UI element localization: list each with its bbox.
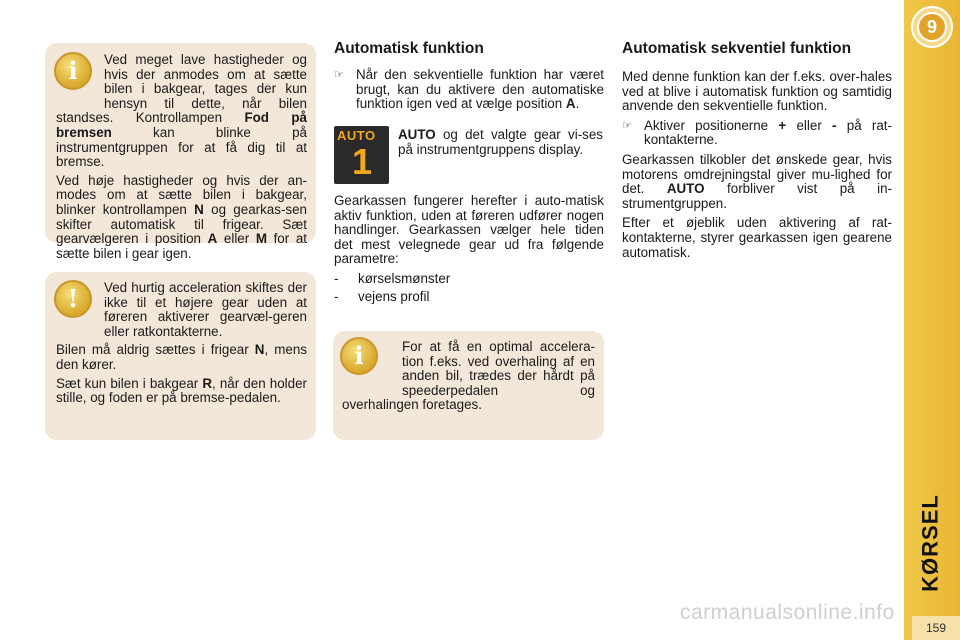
info-icon: i — [340, 337, 378, 375]
note-optimal-p1: For at få en optimal accelera-tion f.eks. ved overhaling af en anden bil, trædes der hårdt på speederpedalen og overhalingen foretages. — [342, 339, 595, 413]
sequential-p2: Gearkassen tilkobler det ønskede gear, hvis motorens omdrejningstal giver mu-lighed for det. AUTO forbliver vist på in-strumentgruppen. — [622, 151, 892, 211]
sequential-p1: Med denne funktion kan der f.eks. over-hales ved at blive i automatisk funktion og samtidig anvende den sekventielle funktion. — [622, 69, 892, 114]
note-acceleration — [45, 272, 316, 440]
note-acceleration-p2: Bilen må aldrig sættes i frigear N, mens den kører. — [56, 342, 307, 372]
page-number: 159 — [912, 616, 960, 640]
sequential-body — [622, 70, 892, 265]
info-icon: i — [54, 52, 92, 90]
sequential-p3: Efter et øjeblik uden aktivering af rat-kontakterne, styrer gearkassen igen gearene automatisk. — [622, 215, 892, 260]
heading-sequential: Automatisk sekventiel funktion — [622, 40, 852, 57]
chapter-title: KØRSEL — [917, 494, 943, 592]
automatic-body-text: Gearkassen fungerer herefter i auto-matisk aktiv funktion, uden at føreren udfører nogen handlinger. Gearkassen vælger hele tiden det mest velegnede gear ud fra følgende parametre: — [334, 193, 604, 267]
auto-display-gear: 1 — [352, 141, 373, 182]
heading-automatic: Automatisk funktion — [334, 40, 484, 57]
automatic-body — [334, 194, 604, 307]
note-acceleration-p1: Ved hurtig acceleration skiftes der ikke til et højere gear uden at føreren aktiverer gearvæl-geren eller ratkontakterne. — [104, 280, 307, 339]
note-low-speed-p1: Ved meget lave hastigheder og hvis der anmodes om at sætte bilen i bakgear, tages der kun hensyn til dette, når bilen standses. Kontrollampen Fod på bremsen kan blinke på instrumentgruppen for at få dig til at bremse. — [56, 52, 307, 170]
sequential-bullet: ☞ Aktiver positionerne + eller - på rat-kontakterne. — [622, 117, 892, 148]
list-item: - kørselsmønster — [334, 270, 451, 286]
note-acceleration-p3: Sæt kun bilen i bakgear R, når den holder stille, og foden er på bremse-pedalen. — [56, 375, 307, 406]
note-low-speed-p2: Ved høje hastigheder og hvis der an-modes om at sætte bilen i bakgear, blinker kontrollampen N og gearkas-sen skifter automatisk til frigear. Sæt gearvælgeren i position A eller M for at sætte bilen i gear igen. — [56, 172, 307, 261]
auto-display-word: AUTO — [337, 128, 376, 143]
chapter-badge — [911, 6, 953, 48]
warning-icon: ! — [54, 280, 92, 318]
hand-pointer-icon: ☞ — [334, 69, 344, 81]
list-item: - vejens profil — [334, 288, 430, 304]
automatic-bullet: ☞ Når den sekventielle funktion har været brugt, kan du aktivere den automatiske funktion igen ved at vælge position A. — [334, 67, 604, 112]
auto-display-icon — [334, 126, 389, 184]
chapter-number: 9 — [917, 12, 947, 42]
watermark: carmanualsonline.info — [680, 601, 895, 624]
auto-display-caption: AUTO og det valgte gear vi-ses på instrumentgruppens display. — [398, 127, 603, 157]
hand-pointer-icon: ☞ — [622, 119, 632, 132]
note-optimal-acceleration — [333, 331, 604, 440]
note-low-speed — [45, 43, 316, 261]
